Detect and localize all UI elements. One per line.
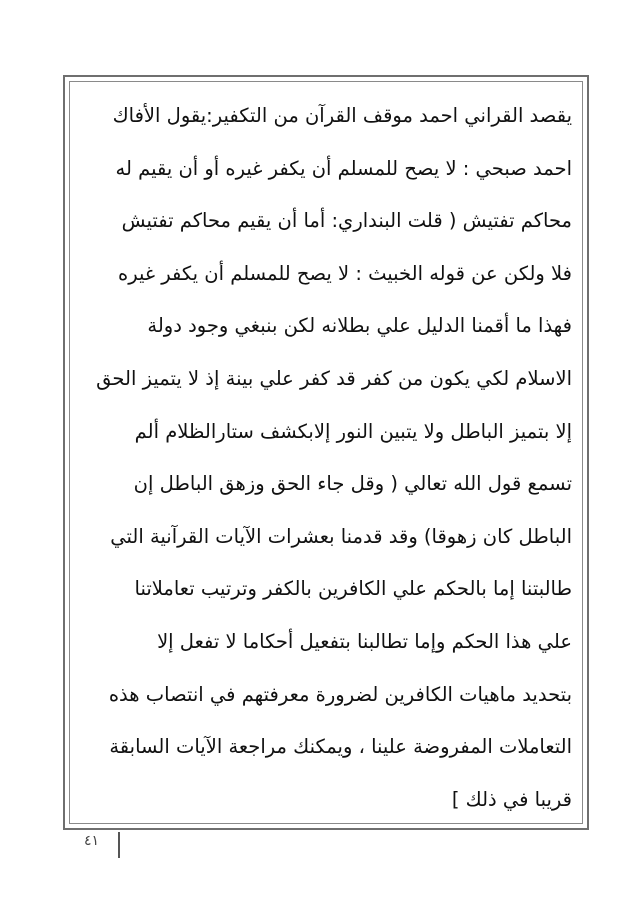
text-line: علي هذا الحكم وإما تطالبنا بتفعيل أحكاما لا تفعل إلا [157,629,572,653]
text-line: محاكم تفتيش ( قلت البنداري: أما أن يقيم محاكم تفتيش [121,209,572,233]
page-frame-inner [69,81,583,824]
text-line: إلا بتميز الباطل ولا يتبين النور إلابكشف ستارالظلام ألم [134,419,572,443]
text-line: احمد صبحي : لا يصح للمسلم أن يكفر غيره أو أن يقيم له [115,156,572,180]
text-line: يقصد القراني احمد موقف القرآن من التكفير:يقول الأفاك [112,104,572,127]
text-line: فهذا ما أقمنا الدليل علي بطلانه لكن بنبغي وجود دولة [147,314,572,338]
text-line: التعاملات المفروضة علينا ، ويمكنك مراجعة الآيات السابقة [109,735,572,759]
page-frame-outer [63,75,589,830]
text-line: بتحديد ماهيات الكافرين لضرورة معرفتهم في انتصاب هذه [108,682,572,706]
text-line: قريبا في ذلك ] [451,787,572,811]
text-line: فلا ولكن عن قوله الخبيث : لا يصح للمسلم أن يكفر غيره [118,261,572,285]
text-line: طالبتنا إما بالحكم علي الكافرين بالكفر وترتيب تعاملاتنا [134,577,572,601]
text-line: الاسلام لكي يكون من كفر قد كفر علي بينة إذ لا يتميز الحق [96,366,572,390]
text-line: الباطل كان زهوقا) وقد قدمنا بعشرات الآيات القرآنية التي [110,524,572,548]
text-line: تسمع قول الله تعالي ( وقل جاء الحق وزهق الباطل إن [133,472,572,496]
page-number-divider [118,832,120,858]
text-body [80,90,572,826]
page-number: ٤١ [84,833,100,849]
